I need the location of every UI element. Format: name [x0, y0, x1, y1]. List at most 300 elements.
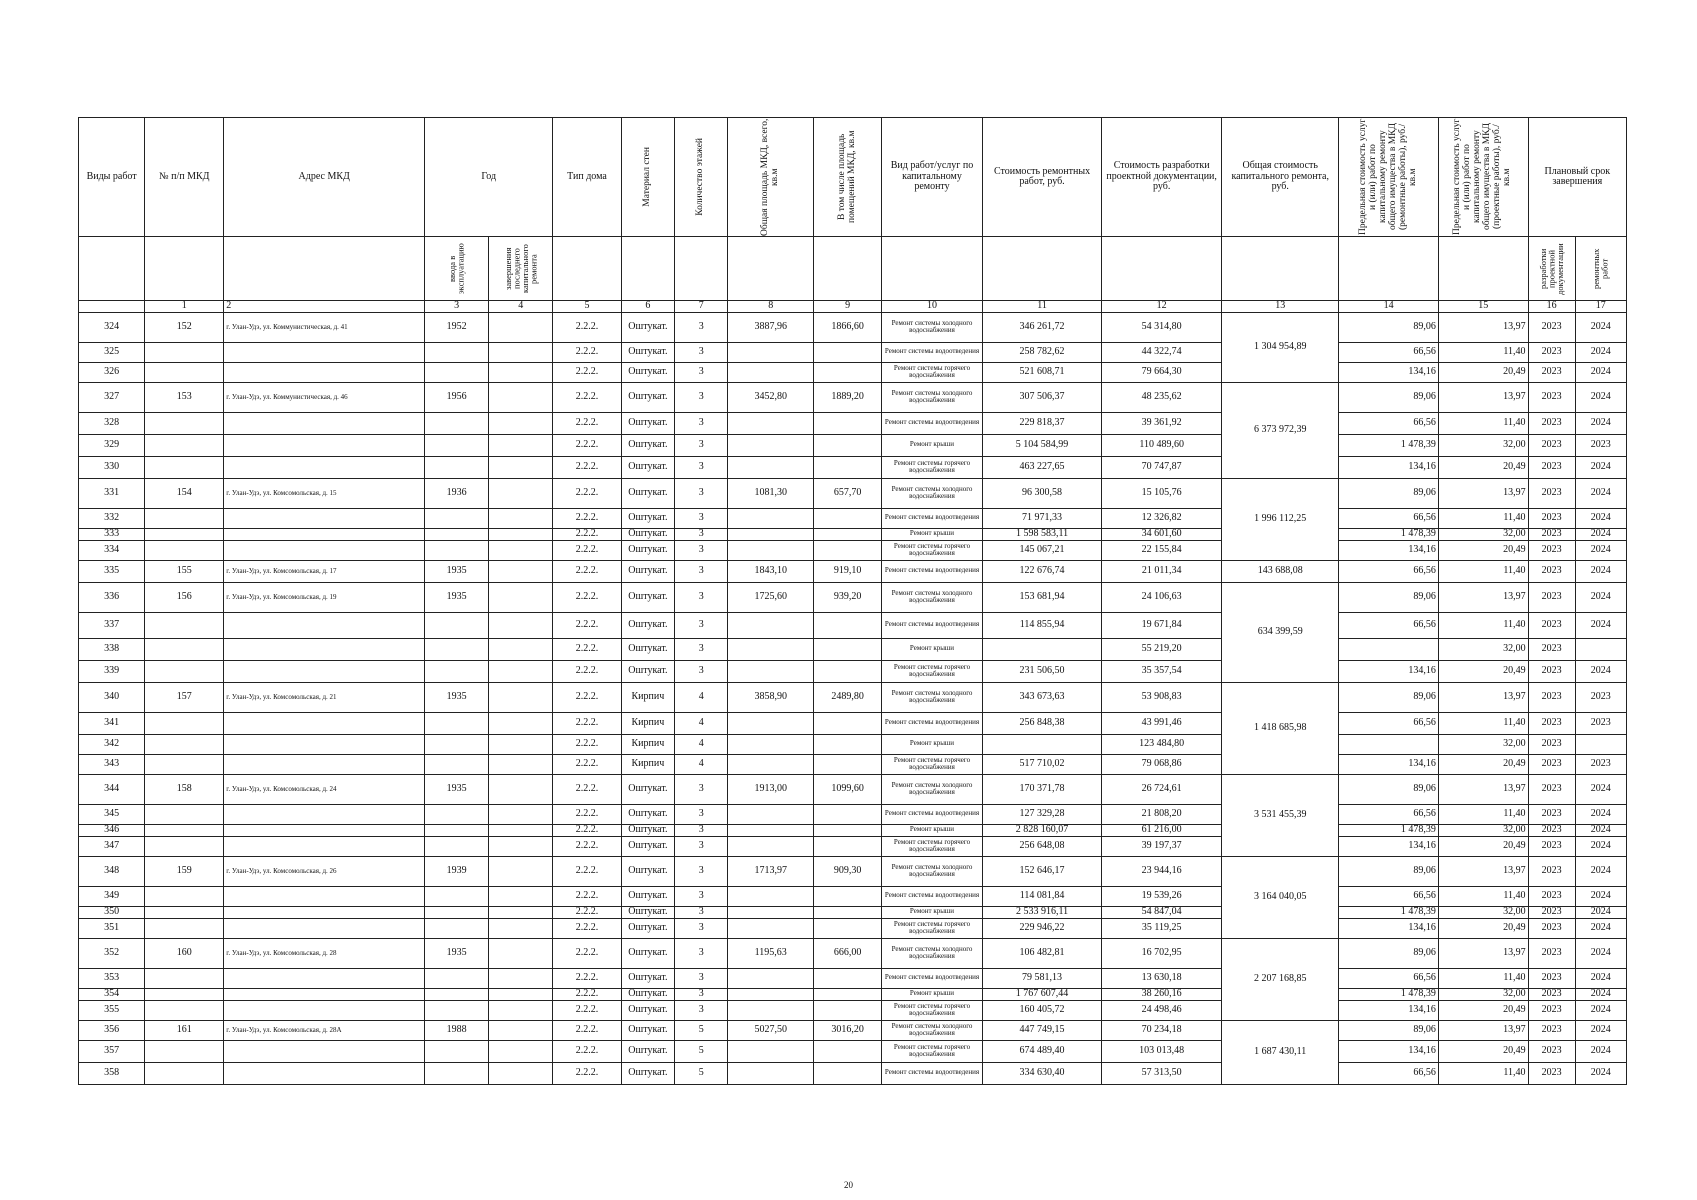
- cell-wall-material: Оштукат.: [621, 1020, 674, 1040]
- cell-total-area: [728, 886, 813, 906]
- cell-address: [224, 734, 425, 754]
- cell-row-number: 334: [79, 540, 145, 560]
- col-address: Адрес МКД: [224, 118, 425, 237]
- cell-year-last-repair: [489, 804, 553, 824]
- cell-deadline-repair: 2024: [1575, 456, 1626, 478]
- cell-year-last-repair: [489, 528, 553, 540]
- cell-limit-design: 20,49: [1438, 754, 1528, 774]
- cell-limit-design: 11,40: [1438, 612, 1528, 638]
- cell-year-last-repair: [489, 434, 553, 456]
- cell-deadline-design: 2023: [1528, 712, 1575, 734]
- cell-year-commission: 1935: [425, 682, 489, 712]
- cell-total-area: [728, 836, 813, 856]
- table-row: [79, 968, 1627, 988]
- table-row: [79, 734, 1627, 754]
- cell-deadline-repair: 2024: [1575, 382, 1626, 412]
- cell-repair-cost: 463 227,65: [982, 456, 1102, 478]
- col-floors: [675, 118, 728, 237]
- table-row: [79, 612, 1627, 638]
- cell-address: [224, 1040, 425, 1062]
- premises-area-label: В том числе площадь помещений МКД, кв.м: [836, 130, 857, 224]
- cell-limit-design: 32,00: [1438, 528, 1528, 540]
- cell-repair-cost: 521 608,71: [982, 362, 1102, 382]
- cell-deadline-repair: 2024: [1575, 836, 1626, 856]
- cell-limit-design: 11,40: [1438, 412, 1528, 434]
- cell-deadline-design: 2023: [1528, 824, 1575, 836]
- cell-premises-area: 666,00: [813, 938, 881, 968]
- cell-wall-material: Кирпич: [621, 712, 674, 734]
- cell-row-number: 352: [79, 938, 145, 968]
- cell-premises-area: [813, 540, 881, 560]
- cell-deadline-design: 2023: [1528, 456, 1575, 478]
- cell-address: [224, 638, 425, 660]
- cell-deadline-design: 2023: [1528, 886, 1575, 906]
- cell-wall-material: Оштукат.: [621, 382, 674, 412]
- cell-service-type: Ремонт системы горячего водоснабжения: [882, 754, 982, 774]
- cell-wall-material: Оштукат.: [621, 456, 674, 478]
- cell-service-type: Ремонт системы горячего водоснабжения: [882, 918, 982, 938]
- cell-total-area: [728, 528, 813, 540]
- cell-limit-repair: 134,16: [1339, 540, 1438, 560]
- cell-repair-cost: 2 533 916,11: [982, 906, 1102, 918]
- cell-year-commission: [425, 342, 489, 362]
- cell-year-last-repair: [489, 560, 553, 582]
- cell-deadline-repair: 2024: [1575, 804, 1626, 824]
- cell-year-commission: [425, 540, 489, 560]
- cell-row-number: 342: [79, 734, 145, 754]
- cell-limit-repair: 66,56: [1339, 1062, 1438, 1084]
- year-commission-label: ввода в эксплуатацию: [447, 243, 466, 294]
- cell-premises-area: [813, 362, 881, 382]
- cell-service-type: Ремонт системы холодного водоснабжения: [882, 682, 982, 712]
- cell-address: [224, 660, 425, 682]
- cell-deadline-repair: 2024: [1575, 968, 1626, 988]
- cell-total-area: [728, 362, 813, 382]
- cell-service-type: Ремонт крыши: [882, 988, 982, 1000]
- cell-address: г. Улан-Удэ, ул. Комсомольская, д. 28А: [224, 1020, 425, 1040]
- cell-year-last-repair: [489, 734, 553, 754]
- cell-repair-cost: 307 506,37: [982, 382, 1102, 412]
- cell-deadline-repair: 2024: [1575, 918, 1626, 938]
- col-number: 17: [1575, 301, 1626, 313]
- col-number: 15: [1438, 301, 1528, 313]
- cell-row-number: 329: [79, 434, 145, 456]
- cell-house-type: 2.2.2.: [553, 582, 621, 612]
- cell-total-area: [728, 754, 813, 774]
- cell-design-cost: 48 235,62: [1102, 382, 1222, 412]
- table-row: [79, 508, 1627, 528]
- cell-floors: 3: [675, 774, 728, 804]
- cell-premises-area: [813, 886, 881, 906]
- cell-year-last-repair: [489, 968, 553, 988]
- cell-address: г. Улан-Удэ, ул. Коммунистическая, д. 46: [224, 382, 425, 412]
- cell-year-commission: [425, 918, 489, 938]
- cell-total-cost: 1 418 685,98: [1221, 682, 1339, 774]
- table-row: [79, 1040, 1627, 1062]
- cell-premises-area: [813, 824, 881, 836]
- cell-deadline-design: 2023: [1528, 1020, 1575, 1040]
- col-number: 1: [145, 301, 224, 313]
- cell-address: [224, 906, 425, 918]
- cell-service-type: Ремонт системы холодного водоснабжения: [882, 312, 982, 342]
- cell-year-commission: 1935: [425, 938, 489, 968]
- cell-address: г. Улан-Удэ, ул. Комсомольская, д. 15: [224, 478, 425, 508]
- cell-house-type: 2.2.2.: [553, 638, 621, 660]
- cell-year-last-repair: [489, 856, 553, 886]
- cell-deadline-repair: 2023: [1575, 712, 1626, 734]
- cell-year-commission: [425, 824, 489, 836]
- cell-service-type: Ремонт системы водоотведения: [882, 968, 982, 988]
- cell-deadline-design: 2023: [1528, 1000, 1575, 1020]
- cell-repair-cost: 256 648,08: [982, 836, 1102, 856]
- cell-premises-area: 2489,80: [813, 682, 881, 712]
- cell-premises-area: [813, 968, 881, 988]
- cell-row-number: 326: [79, 362, 145, 382]
- cell-row-number: 357: [79, 1040, 145, 1062]
- cell-deadline-design: 2023: [1528, 478, 1575, 508]
- table-row: [79, 712, 1627, 734]
- cell-total-cost: 6 373 972,39: [1221, 382, 1339, 478]
- cell-total-area: [728, 734, 813, 754]
- cell-repair-cost: 5 104 584,99: [982, 434, 1102, 456]
- cell-design-cost: 24 106,63: [1102, 582, 1222, 612]
- cell-total-area: 1713,97: [728, 856, 813, 886]
- cell-service-type: Ремонт системы водоотведения: [882, 804, 982, 824]
- cell-design-cost: 34 601,60: [1102, 528, 1222, 540]
- table-row: [79, 988, 1627, 1000]
- cell-address: [224, 508, 425, 528]
- cell-limit-design: 11,40: [1438, 560, 1528, 582]
- cell-repair-cost: 231 506,50: [982, 660, 1102, 682]
- cell-limit-design: 13,97: [1438, 774, 1528, 804]
- cell-deadline-repair: 2024: [1575, 1062, 1626, 1084]
- col-number: 3: [425, 301, 489, 313]
- cell-wall-material: Оштукат.: [621, 638, 674, 660]
- cell-wall-material: Оштукат.: [621, 582, 674, 612]
- cell-mkd-number: [145, 660, 224, 682]
- cell-year-commission: 1935: [425, 560, 489, 582]
- col-number: 12: [1102, 301, 1222, 313]
- cell-deadline-repair: 2023: [1575, 434, 1626, 456]
- cell-repair-cost: 160 405,72: [982, 1000, 1102, 1020]
- cell-wall-material: Оштукат.: [621, 824, 674, 836]
- cell-row-number: 327: [79, 382, 145, 412]
- cell-address: [224, 836, 425, 856]
- cell-deadline-repair: 2024: [1575, 938, 1626, 968]
- cell-repair-cost: 153 681,94: [982, 582, 1102, 612]
- cell-floors: 3: [675, 804, 728, 824]
- cell-premises-area: [813, 918, 881, 938]
- cell-design-cost: 38 260,16: [1102, 988, 1222, 1000]
- cell-service-type: Ремонт крыши: [882, 734, 982, 754]
- cell-mkd-number: 157: [145, 682, 224, 712]
- cell-year-commission: [425, 412, 489, 434]
- cell-design-cost: 26 724,61: [1102, 774, 1222, 804]
- cell-limit-repair: 66,56: [1339, 612, 1438, 638]
- col-number: 13: [1221, 301, 1339, 313]
- cell-repair-cost: 258 782,62: [982, 342, 1102, 362]
- cell-year-last-repair: [489, 660, 553, 682]
- cell-service-type: Ремонт крыши: [882, 434, 982, 456]
- table-row: [79, 456, 1627, 478]
- cell-limit-repair: 134,16: [1339, 1040, 1438, 1062]
- cell-year-commission: 1935: [425, 774, 489, 804]
- cell-address: [224, 540, 425, 560]
- cell-deadline-repair: [1575, 734, 1626, 754]
- cell-service-type: Ремонт системы горячего водоснабжения: [882, 540, 982, 560]
- cell-limit-design: 20,49: [1438, 456, 1528, 478]
- cell-premises-area: [813, 508, 881, 528]
- header-row: [79, 118, 1627, 237]
- cell-premises-area: 909,30: [813, 856, 881, 886]
- cell-mkd-number: [145, 754, 224, 774]
- cell-deadline-repair: 2024: [1575, 342, 1626, 362]
- cell-limit-design: 32,00: [1438, 638, 1528, 660]
- cell-row-number: 325: [79, 342, 145, 362]
- col-service-type: Вид работ/услуг по капитальному ремонту: [882, 118, 982, 237]
- cell-deadline-repair: 2024: [1575, 560, 1626, 582]
- cell-mkd-number: 152: [145, 312, 224, 342]
- subheader-row: [79, 237, 1627, 301]
- cell-premises-area: [813, 342, 881, 362]
- cell-design-cost: 15 105,76: [1102, 478, 1222, 508]
- table-row: [79, 804, 1627, 824]
- cell-house-type: 2.2.2.: [553, 804, 621, 824]
- cell-mkd-number: 156: [145, 582, 224, 612]
- cell-house-type: 2.2.2.: [553, 1062, 621, 1084]
- cell-mkd-number: [145, 712, 224, 734]
- cell-limit-design: 20,49: [1438, 540, 1528, 560]
- cell-year-commission: [425, 1000, 489, 1020]
- cell-total-area: [728, 1062, 813, 1084]
- cell-premises-area: 939,20: [813, 582, 881, 612]
- cell-year-commission: [425, 754, 489, 774]
- cell-limit-repair: 89,06: [1339, 682, 1438, 712]
- cell-limit-repair: 1 478,39: [1339, 824, 1438, 836]
- cell-house-type: 2.2.2.: [553, 712, 621, 734]
- cell-address: [224, 528, 425, 540]
- cell-floors: 3: [675, 1000, 728, 1020]
- cell-year-commission: 1936: [425, 478, 489, 508]
- cell-mkd-number: [145, 824, 224, 836]
- cell-total-area: 3887,96: [728, 312, 813, 342]
- cell-total-area: [728, 1040, 813, 1062]
- cell-total-cost: 634 399,59: [1221, 582, 1339, 682]
- cell-row-number: 341: [79, 712, 145, 734]
- cell-mkd-number: [145, 456, 224, 478]
- cell-year-commission: [425, 886, 489, 906]
- cell-house-type: 2.2.2.: [553, 856, 621, 886]
- cell-year-last-repair: [489, 918, 553, 938]
- cell-address: г. Улан-Удэ, ул. Комсомольская, д. 21: [224, 682, 425, 712]
- cell-wall-material: Оштукат.: [621, 856, 674, 886]
- col-premises-area: [813, 118, 881, 237]
- cell-service-type: Ремонт системы водоотведения: [882, 886, 982, 906]
- cell-row-number: 344: [79, 774, 145, 804]
- col-number: 9: [813, 301, 881, 313]
- cell-limit-design: 11,40: [1438, 968, 1528, 988]
- col-deadline-design: [1528, 237, 1575, 301]
- cell-wall-material: Оштукат.: [621, 508, 674, 528]
- cell-wall-material: Оштукат.: [621, 1062, 674, 1084]
- cell-limit-repair: 1 478,39: [1339, 906, 1438, 918]
- cell-year-last-repair: [489, 836, 553, 856]
- cell-limit-repair: 66,56: [1339, 412, 1438, 434]
- cell-house-type: 2.2.2.: [553, 968, 621, 988]
- cell-deadline-design: 2023: [1528, 968, 1575, 988]
- cell-mkd-number: [145, 508, 224, 528]
- cell-row-number: 333: [79, 528, 145, 540]
- cell-floors: 3: [675, 938, 728, 968]
- cell-row-number: 358: [79, 1062, 145, 1084]
- cell-row-number: 345: [79, 804, 145, 824]
- cell-mkd-number: [145, 540, 224, 560]
- cell-design-cost: 79 664,30: [1102, 362, 1222, 382]
- col-number: 8: [728, 301, 813, 313]
- cell-premises-area: [813, 456, 881, 478]
- cell-mkd-number: 158: [145, 774, 224, 804]
- cell-deadline-design: 2023: [1528, 560, 1575, 582]
- cell-total-cost: 1 996 112,25: [1221, 478, 1339, 560]
- cell-repair-cost: 106 482,81: [982, 938, 1102, 968]
- cell-house-type: 2.2.2.: [553, 734, 621, 754]
- cell-premises-area: [813, 734, 881, 754]
- wall-material-label: Материал стен: [641, 147, 652, 207]
- cell-deadline-repair: 2024: [1575, 1000, 1626, 1020]
- cell-limit-repair: 89,06: [1339, 774, 1438, 804]
- capital-repair-table: [78, 117, 1627, 1085]
- cell-mkd-number: [145, 412, 224, 434]
- cell-total-cost: 1 304 954,89: [1221, 312, 1339, 382]
- cell-service-type: Ремонт системы холодного водоснабжения: [882, 582, 982, 612]
- cell-wall-material: Оштукат.: [621, 528, 674, 540]
- cell-year-commission: 1939: [425, 856, 489, 886]
- cell-repair-cost: 1 767 607,44: [982, 988, 1102, 1000]
- cell-year-last-repair: [489, 938, 553, 968]
- table-row: [79, 342, 1627, 362]
- table-row: [79, 434, 1627, 456]
- cell-service-type: Ремонт системы водоотведения: [882, 712, 982, 734]
- cell-premises-area: [813, 1000, 881, 1020]
- cell-year-commission: 1935: [425, 582, 489, 612]
- cell-year-commission: [425, 638, 489, 660]
- cell-floors: 3: [675, 362, 728, 382]
- cell-total-area: [728, 638, 813, 660]
- cell-total-area: [728, 434, 813, 456]
- cell-floors: 3: [675, 886, 728, 906]
- cell-limit-design: 13,97: [1438, 682, 1528, 712]
- cell-premises-area: [813, 712, 881, 734]
- table-row: [79, 582, 1627, 612]
- table-row: [79, 528, 1627, 540]
- cell-limit-design: 11,40: [1438, 1062, 1528, 1084]
- cell-deadline-repair: 2024: [1575, 612, 1626, 638]
- cell-service-type: Ремонт крыши: [882, 906, 982, 918]
- cell-service-type: Ремонт системы водоотведения: [882, 560, 982, 582]
- cell-limit-design: 11,40: [1438, 712, 1528, 734]
- table-row: [79, 560, 1627, 582]
- deadline-design-label: разработки проектной документации: [1537, 242, 1565, 295]
- cell-year-last-repair: [489, 638, 553, 660]
- cell-year-commission: [425, 1062, 489, 1084]
- cell-deadline-design: 2023: [1528, 382, 1575, 412]
- cell-year-last-repair: [489, 382, 553, 412]
- col-total-cost: Общая стоимость капитального ремонта, руб.: [1221, 118, 1339, 237]
- cell-deadline-design: 2023: [1528, 582, 1575, 612]
- cell-address: [224, 754, 425, 774]
- cell-limit-design: 13,97: [1438, 938, 1528, 968]
- cell-mkd-number: [145, 886, 224, 906]
- table-row: [79, 638, 1627, 660]
- cell-house-type: 2.2.2.: [553, 836, 621, 856]
- cell-row-number: 336: [79, 582, 145, 612]
- cell-service-type: Ремонт системы водоотведения: [882, 508, 982, 528]
- cell-total-area: 1725,60: [728, 582, 813, 612]
- total-area-label: Общая площадь МКД, всего, кв.м: [759, 118, 780, 236]
- cell-service-type: Ремонт системы холодного водоснабжения: [882, 478, 982, 508]
- cell-total-area: 1081,30: [728, 478, 813, 508]
- cell-total-area: [728, 906, 813, 918]
- cell-year-commission: [425, 528, 489, 540]
- cell-total-area: 5027,50: [728, 1020, 813, 1040]
- cell-year-commission: [425, 1040, 489, 1062]
- cell-service-type: Ремонт системы горячего водоснабжения: [882, 456, 982, 478]
- cell-service-type: Ремонт системы горячего водоснабжения: [882, 1040, 982, 1062]
- cell-house-type: 2.2.2.: [553, 612, 621, 638]
- cell-premises-area: [813, 1040, 881, 1062]
- cell-deadline-repair: 2024: [1575, 856, 1626, 886]
- deadline-repair-label: ремонтных работ: [1591, 248, 1610, 289]
- col-work-type: Виды работ: [79, 118, 145, 237]
- cell-service-type: Ремонт системы горячего водоснабжения: [882, 1000, 982, 1020]
- cell-house-type: 2.2.2.: [553, 774, 621, 804]
- cell-limit-design: 32,00: [1438, 434, 1528, 456]
- cell-address: [224, 712, 425, 734]
- col-deadline: Плановый срок завершения: [1528, 118, 1626, 237]
- cell-house-type: 2.2.2.: [553, 508, 621, 528]
- col-number: 6: [621, 301, 674, 313]
- cell-service-type: Ремонт системы холодного водоснабжения: [882, 938, 982, 968]
- cell-mkd-number: [145, 434, 224, 456]
- cell-address: г. Улан-Удэ, ул. Коммунистическая, д. 41: [224, 312, 425, 342]
- cell-mkd-number: [145, 612, 224, 638]
- cell-limit-repair: 89,06: [1339, 582, 1438, 612]
- cell-limit-repair: 66,56: [1339, 804, 1438, 824]
- cell-total-area: [728, 824, 813, 836]
- col-total-area: [728, 118, 813, 237]
- cell-design-cost: 43 991,46: [1102, 712, 1222, 734]
- cell-year-last-repair: [489, 478, 553, 508]
- cell-deadline-repair: 2024: [1575, 582, 1626, 612]
- cell-year-last-repair: [489, 824, 553, 836]
- cell-design-cost: 16 702,95: [1102, 938, 1222, 968]
- cell-deadline-repair: 2024: [1575, 774, 1626, 804]
- cell-row-number: 335: [79, 560, 145, 582]
- cell-design-cost: 21 808,20: [1102, 804, 1222, 824]
- table-row: [79, 886, 1627, 906]
- cell-repair-cost: 1 598 583,11: [982, 528, 1102, 540]
- cell-total-area: 3858,90: [728, 682, 813, 712]
- cell-repair-cost: 229 818,37: [982, 412, 1102, 434]
- cell-limit-repair: 1 478,39: [1339, 988, 1438, 1000]
- cell-year-commission: [425, 968, 489, 988]
- cell-address: [224, 342, 425, 362]
- cell-row-number: 351: [79, 918, 145, 938]
- cell-repair-cost: 674 489,40: [982, 1040, 1102, 1062]
- cell-deadline-design: 2023: [1528, 362, 1575, 382]
- cell-premises-area: 657,70: [813, 478, 881, 508]
- cell-house-type: 2.2.2.: [553, 412, 621, 434]
